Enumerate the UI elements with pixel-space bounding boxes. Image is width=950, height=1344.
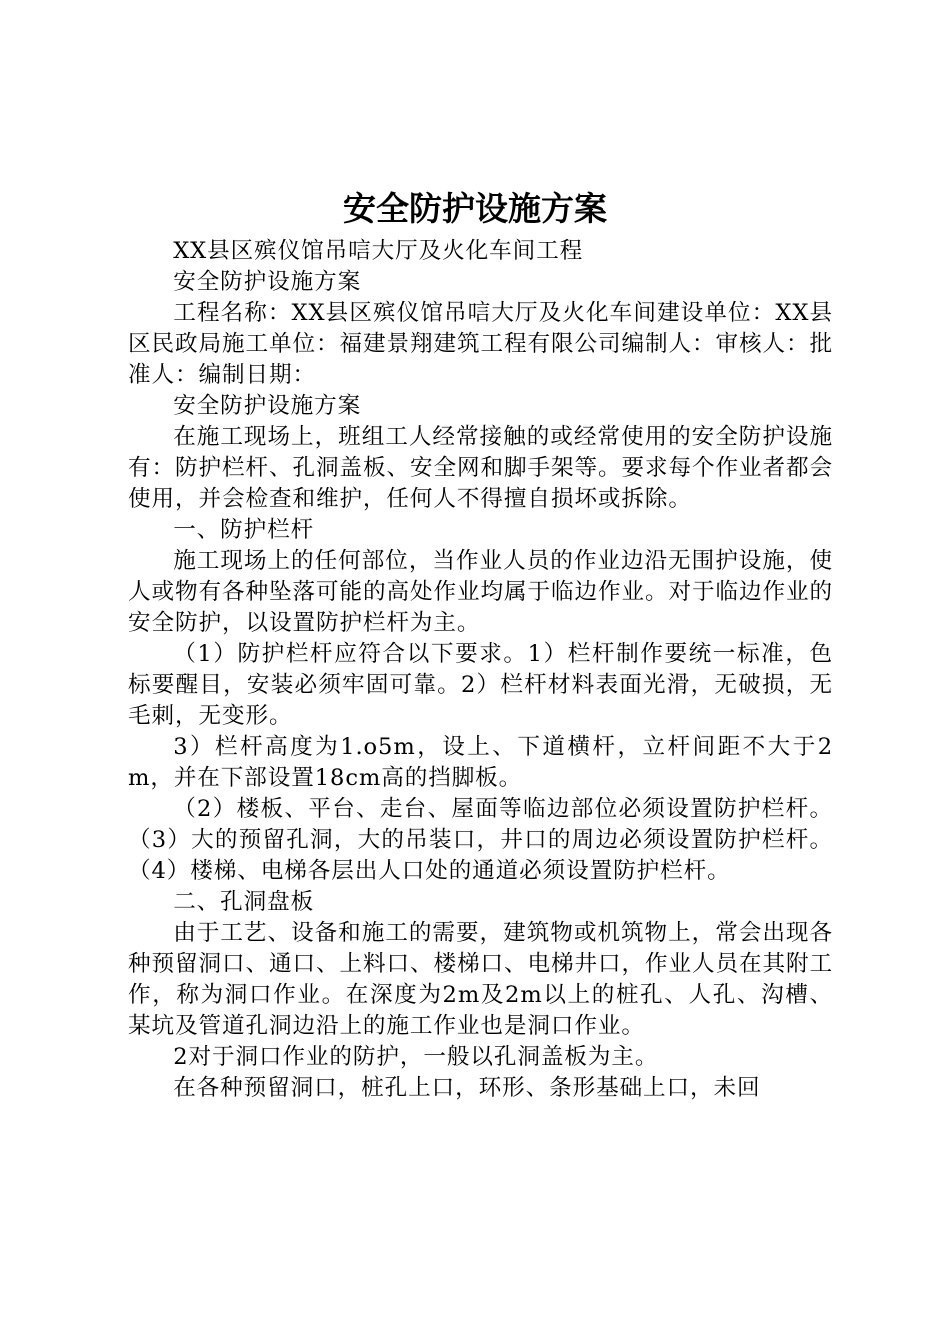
paragraph-hole-desc: 由于工艺、设备和施工的需要，建筑物或机筑物上，常会出现各种预留洞口、通口、上料口、楼梯口、电梯井口，作业人员在其附工作，称为洞口作业。在深度为2m及2m以上的桩孔、人孔、沟槽、某坑及管道孔洞边沿上的施工作业也是洞口作业。 xyxy=(128,920,833,1039)
paragraph-project-name: XX县区殡仪馆吊唁大厅及火化车间工程 xyxy=(173,238,584,264)
paragraph-guardrail-req-3: 3）栏杆高度为1.o5m，设上、下道横杆，立杆间距不大于2m，并在下部设置18cm高的挡脚板。 xyxy=(128,734,833,791)
paragraph-subtitle: 安全防护设施方案 xyxy=(173,269,362,295)
paragraph-guardrail-req-1: （1）防护栏杆应符合以下要求。1）栏杆制作要统一标准，色标要醒目，安装必须牢固可靠。2）栏杆材料表面光滑，无破损，无毛刺，无变形。 xyxy=(128,641,833,729)
document-body xyxy=(128,236,833,1104)
paragraph-hole-protection: 2对于洞口作业的防护，一般以孔洞盖板为主。 xyxy=(173,1044,659,1070)
paragraph-project-info: 工程名称：XX县区殡仪馆吊唁大厅及火化车间建设单位：XX县区民政局施工单位：福建景翔建筑工程有限公司编制人：审核人：批准人：编制日期： xyxy=(128,300,833,388)
paragraph-hole-detail: 在各种预留洞口，桩孔上口，环形、条形基础上口，未回 xyxy=(173,1075,761,1101)
heading-hole-cover: 二、孔洞盘板 xyxy=(173,889,315,915)
paragraph-guardrail-desc: 施工现场上的任何部位，当作业人员的作业边沿无围护设施，使人或物有各种坠落可能的高处作业均属于临边作业。对于临边作业的安全防护，以设置防护栏杆为主。 xyxy=(128,548,833,636)
paragraph-guardrail-req-2-4: （2）楼板、平台、走台、屋面等临边部位必须设置防护栏杆。（3）大的预留孔洞，大的吊装口，井口的周边必须设置防护栏杆。（4）楼梯、电梯各层出人口处的通道必须设置防护栏杆。 xyxy=(128,796,833,884)
heading-guardrail: 一、防护栏杆 xyxy=(173,517,315,543)
paragraph-section-heading: 安全防护设施方案 xyxy=(173,393,362,419)
document-title: 安全防护设施方案 xyxy=(343,189,607,228)
paragraph-intro: 在施工现场上，班组工人经常接触的或经常使用的安全防护设施有：防护栏杆、孔洞盖板、安全网和脚手架等。要求每个作业者都会使用，并会检查和维护，任何人不得擅自损坏或拆除。 xyxy=(128,424,833,512)
